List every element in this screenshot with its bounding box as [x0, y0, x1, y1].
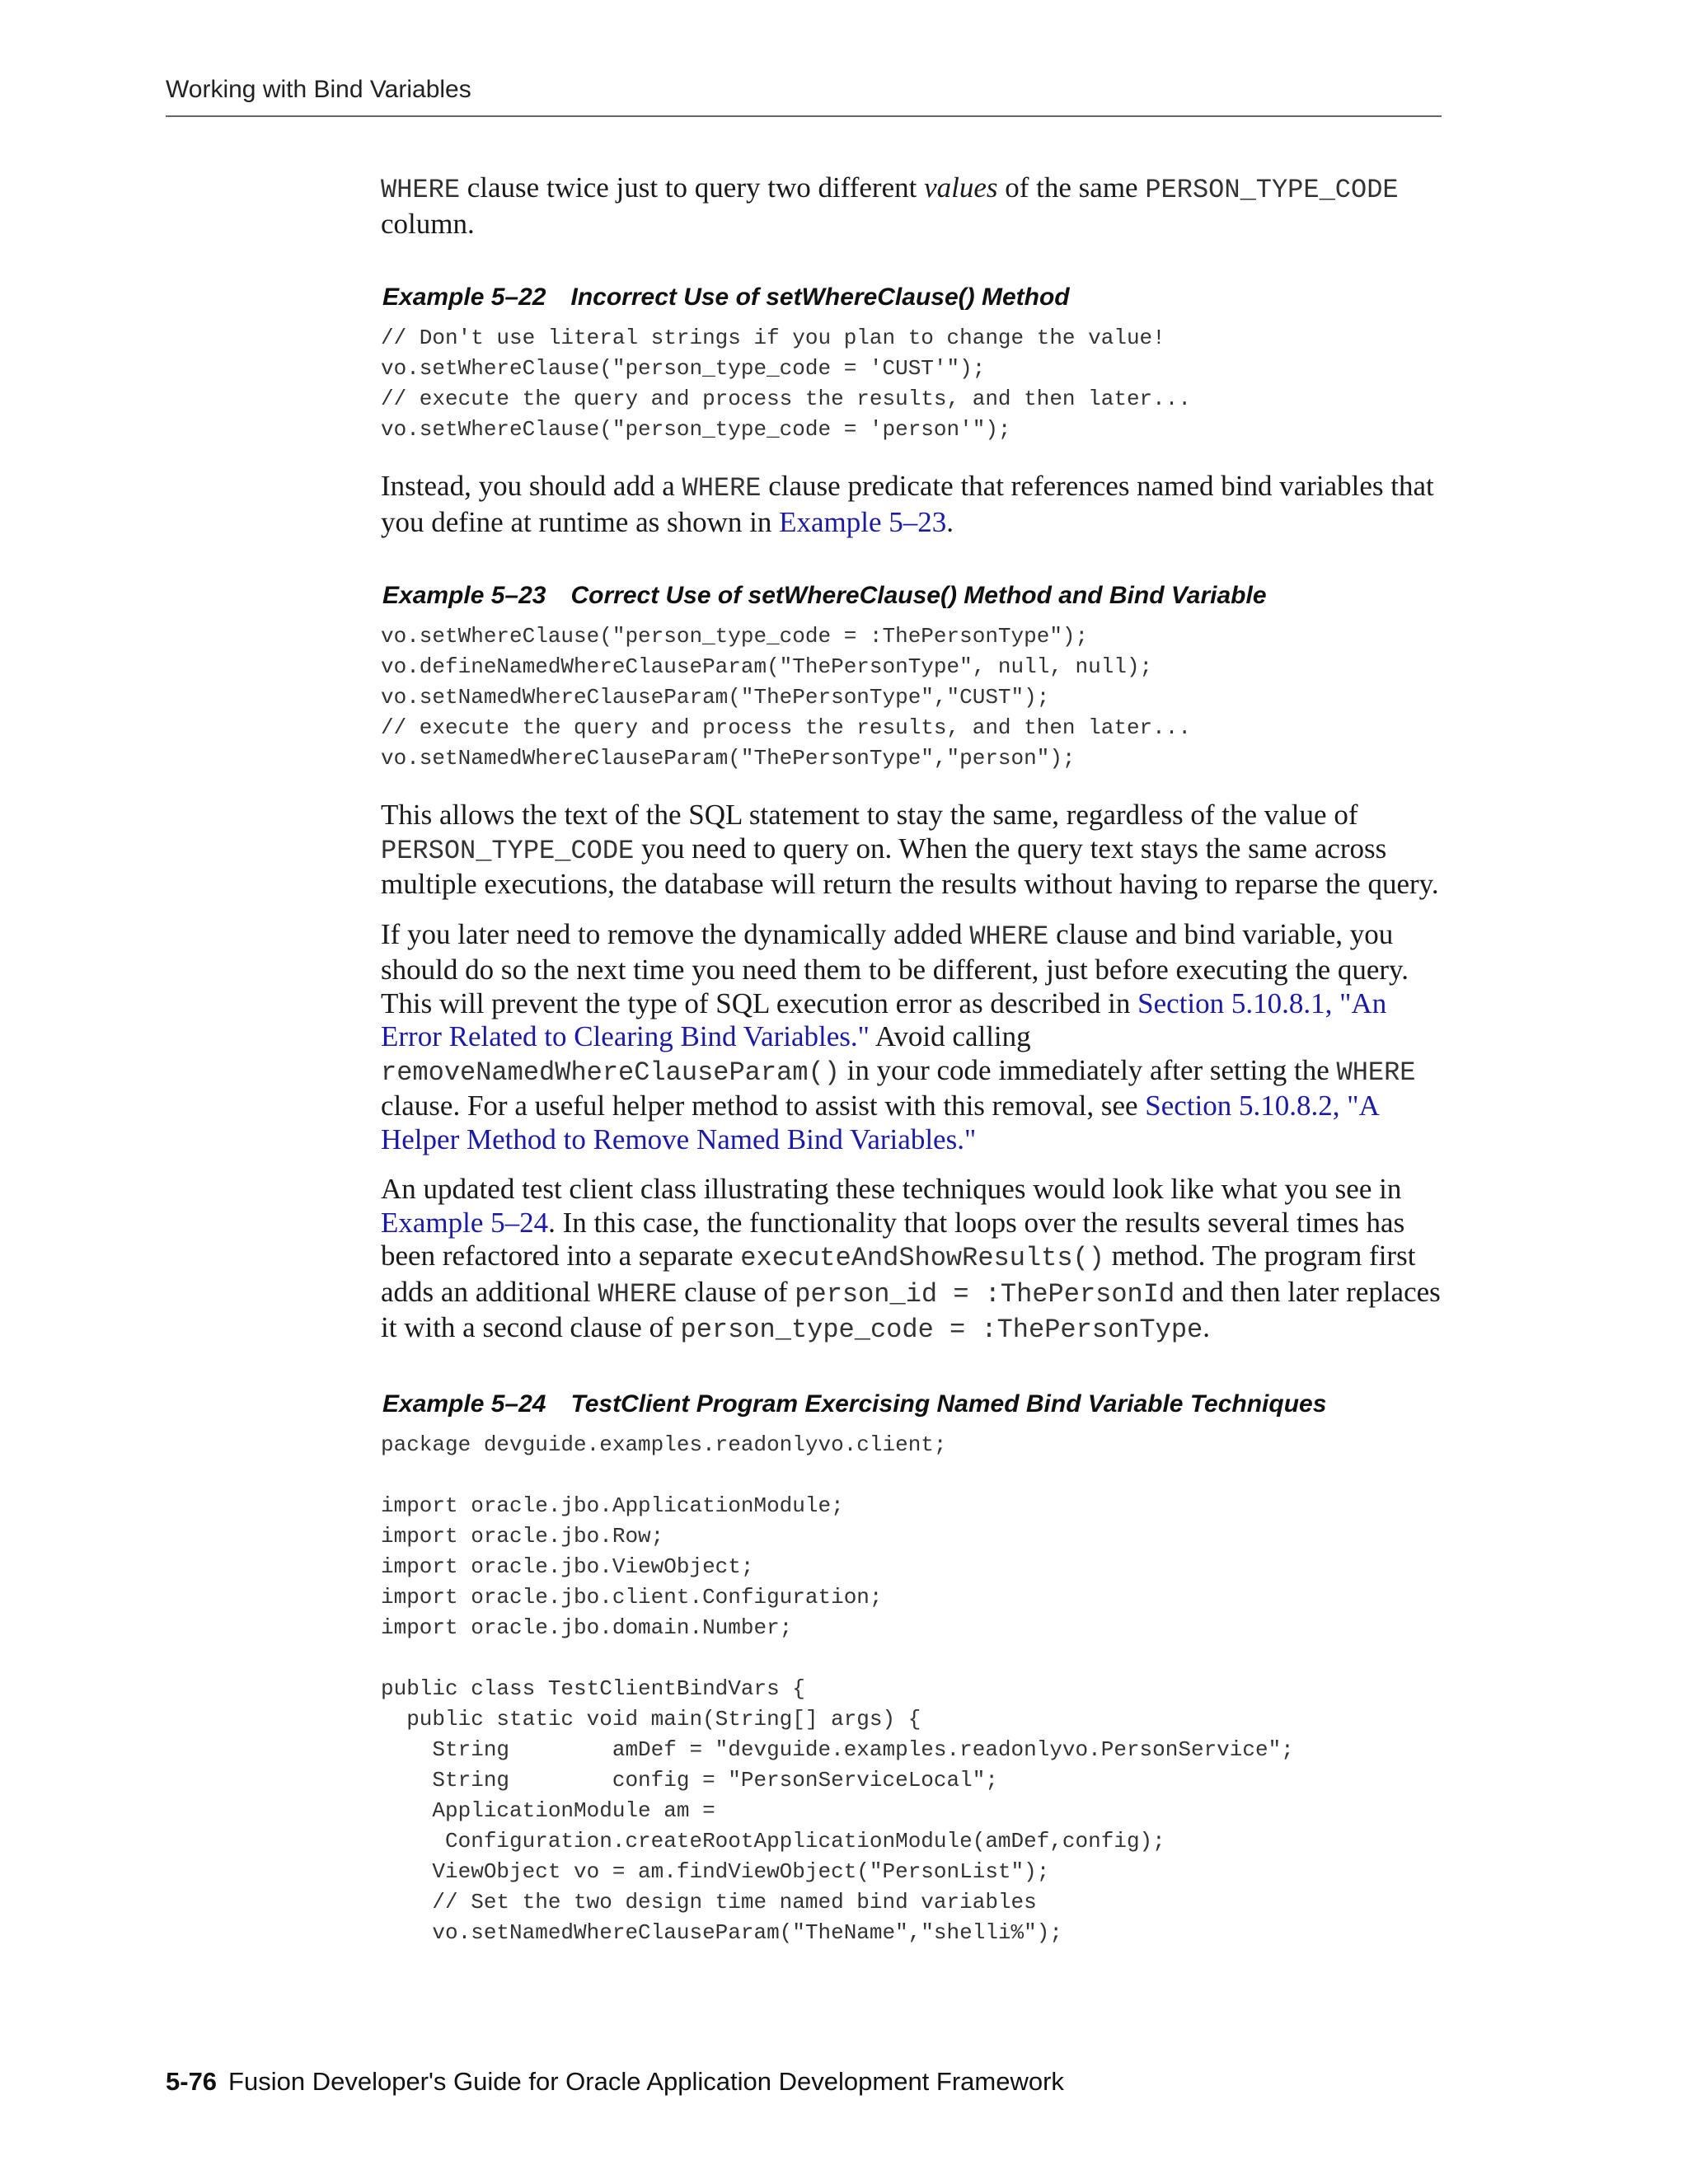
text: column. — [381, 207, 475, 240]
text: you need to query on. When the query text stays the same across multiple executions, the database will return the results without having to reparse the query. — [381, 832, 1439, 900]
page-footer — [166, 2067, 1064, 2097]
text: and then later replaces it with a second clause of — [381, 1275, 1441, 1343]
allows-paragraph — [381, 799, 1444, 902]
instead-paragraph — [381, 470, 1444, 539]
inline-code: WHERE — [682, 473, 762, 504]
example-5-22-title — [382, 284, 1444, 312]
text: . — [1203, 1311, 1210, 1343]
example-number: Example 5–23 — [382, 582, 546, 609]
example-5-23-code: vo.setWhereClause("person_type_code = :ThePersonType"); vo.defineNamedWhereClauseParam("ThePersonType", null, null); vo.setNamedWhereClauseParam("ThePersonType","CUST"); // execute the query and process the results, and then later... vo.setNamedWhereClauseParam("ThePersonType","person"); — [381, 624, 1191, 771]
example-5-24-code: package devguide.examples.readonlyvo.client; import oracle.jbo.ApplicationModule; import oracle.jbo.Row; import oracle.jbo.ViewObject; import oracle.jbo.client.Configuration; import oracle.jbo.domain.Number; public class TestClientBindVars { public static void main(String[] args) { String amDef = "devguide.examples.readonlyvo.PersonService"; String config = "PersonServiceLocal"; ApplicationModule am = Configuration.createRootApplicationModule(amDef,config); ViewObject vo = am.findViewObject("PersonList"); // Set the two design time named bind variables vo.setNamedWhereClauseParam("TheName","shelli%"); — [381, 1432, 1294, 1945]
text: Avoid calling — [869, 1020, 1031, 1052]
example-number: Example 5–24 — [382, 1390, 546, 1418]
example-5-24-link[interactable]: Example 5–24 — [381, 1206, 549, 1239]
book-title: Fusion Developer's Guide for Oracle Application Development Framework — [228, 2067, 1064, 2096]
text: clause twice just to query two different — [460, 171, 925, 204]
example-5-22-code: // Don't use literal strings if you plan to change the value! vo.setWhereClause("person_type_code = 'CUST'"); // execute the query and process the results, and then later... vo.setWhereClause("person_type_code = 'person'"); — [381, 326, 1191, 442]
text: This allows the text of the SQL statement to stay the same, regardless of the value of — [381, 799, 1358, 831]
text: Instead, you should add a — [381, 470, 682, 502]
text: clause of — [677, 1275, 795, 1308]
text: If you later need to remove the dynamically added — [381, 917, 970, 950]
text: method. The program first adds an additional — [381, 1240, 1416, 1308]
inline-code: WHERE — [598, 1278, 678, 1310]
example-caption: Incorrect Use of setWhereClause() Method — [570, 284, 1070, 311]
text: . — [946, 505, 954, 538]
text: clause predicate that references named bind variables that you define at runtime as shown in — [381, 470, 1434, 538]
example-caption: Correct Use of setWhereClause() Method and Bind Variable — [570, 582, 1267, 609]
text: in your code immediately after setting the — [839, 1053, 1337, 1086]
example-caption: TestClient Program Exercising Named Bind Variable Techniques — [570, 1390, 1327, 1418]
page-number: 5-76 — [166, 2067, 218, 2096]
inline-code: PERSON_TYPE_CODE — [1145, 175, 1399, 205]
text: clause. For a useful helper method to assist with this removal, see — [381, 1090, 1146, 1122]
inline-code: PERSON_TYPE_CODE — [381, 835, 635, 866]
running-header: Working with Bind Variables — [166, 76, 471, 103]
header-rule — [166, 115, 1442, 117]
inline-code: WHERE — [969, 921, 1049, 952]
emphasis: values — [924, 171, 998, 204]
text: clause and bind variable, you should do so the next time you need them to be different, just before executing the query. This will prevent the type of SQL execution error as described in — [381, 917, 1409, 1019]
example-5-24-title — [382, 1390, 1444, 1418]
text: An updated test client class illustrating these techniques would look like what you see in — [381, 1173, 1402, 1205]
text: of the same — [997, 171, 1146, 204]
remove-paragraph — [381, 918, 1444, 1157]
page-content — [381, 171, 1444, 1973]
text: . In this case, the functionality that loops over the results several times has been refactored into a separate — [381, 1206, 1405, 1272]
inline-code: WHERE — [1336, 1057, 1416, 1088]
section-5-10-8-2-link[interactable]: Section 5.10.8.2, "A Helper Method to Remove Named Bind Variables." — [381, 1090, 1378, 1155]
example-number: Example 5–22 — [382, 284, 546, 311]
inline-code: executeAndShowResults() — [740, 1243, 1104, 1273]
inline-code: removeNamedWhereClauseParam() — [381, 1057, 840, 1088]
updated-paragraph — [381, 1173, 1444, 1347]
example-5-23-title — [382, 582, 1444, 610]
intro-paragraph — [381, 171, 1444, 241]
inline-code: WHERE — [381, 175, 461, 205]
section-5-10-8-1-link[interactable]: Section 5.10.8.1, "An Error Related to Clearing Bind Variables." — [381, 987, 1387, 1052]
inline-code: person_id = :ThePersonId — [795, 1278, 1175, 1310]
inline-code: person_type_code = :ThePersonType — [680, 1315, 1203, 1345]
example-5-23-link[interactable]: Example 5–23 — [779, 505, 947, 538]
